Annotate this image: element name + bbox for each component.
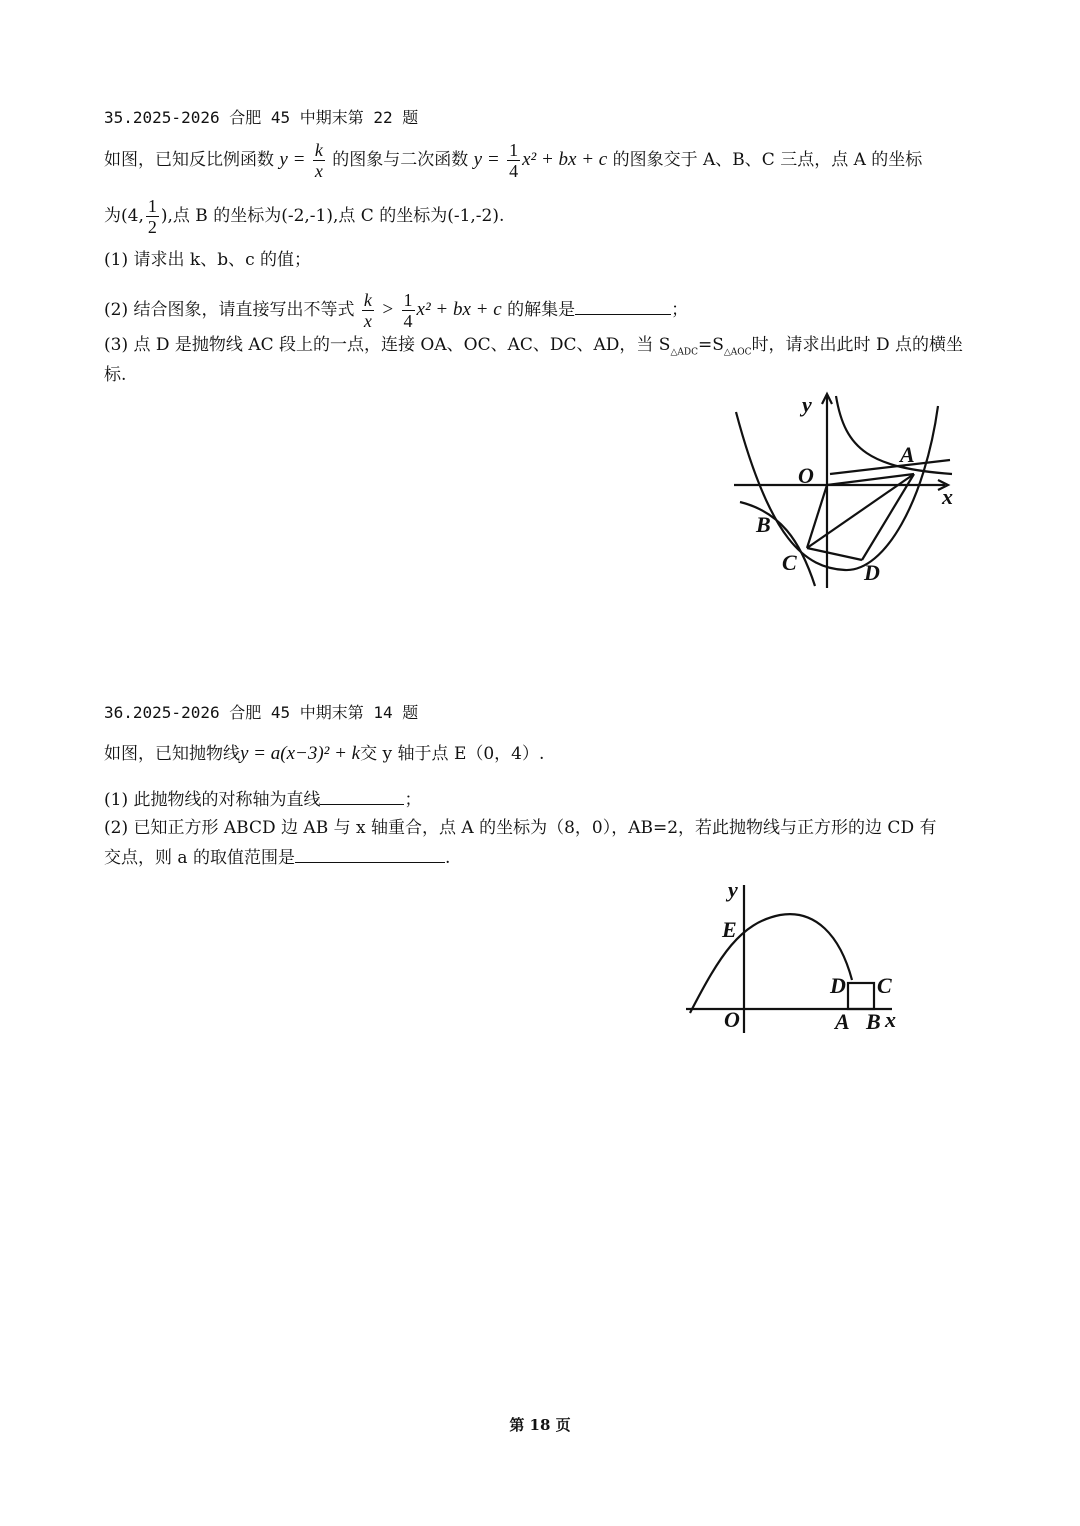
- page-number: 第 18 页: [509, 1416, 571, 1434]
- label-y: y: [728, 877, 738, 902]
- parabola: [736, 406, 938, 570]
- q35-part3: (3) 点 D 是抛物线 AC 段上的一点，连接 OA、OC、AC、DC、AD，当 $S_{\triangle ADC}=S_{\triangle AOC}$时，请求出此时 D 点的横坐: [104, 335, 963, 358]
- q35-title: 35.2025-2026 合肥 45 中期末第 22 题: [104, 108, 419, 127]
- label-a: A: [835, 1009, 850, 1034]
- q35-intro: 如图，已知反比例函数 y = $\frac{k}{x}$ 的图象与二次函数 y = $\frac{1}{4}$ x² + bx + c 的图象交于 A、B、C 三点，点 A 的坐标: [104, 140, 923, 181]
- q36-intro: 如图，已知抛物线y = a(x−3)² + k交 y 轴于点 E（0，4）.: [104, 743, 545, 764]
- answer-blank: [295, 844, 445, 863]
- q36-figure: [680, 875, 910, 1040]
- answer-blank: [575, 296, 671, 315]
- q36-part2-cont: 交点，则 a 的取值范围是 .: [104, 844, 450, 870]
- q35-part3-cont: 标.: [104, 365, 127, 385]
- label-a: A: [900, 442, 915, 467]
- q36-part2: (2) 已知正方形 ABCD 边 AB 与 x 轴重合，点 A 的坐标为（8，0），AB=2，若此抛物线与正方形的边 CD 有: [104, 818, 937, 838]
- answer-blank: [320, 786, 404, 805]
- q35-part1: (1) 请求出 k、b、c 的值；: [104, 250, 311, 270]
- square-abcd: [848, 983, 874, 1009]
- q35-point-coords: 为(4, $\frac{1}{2}$ ),点 B 的坐标为(-2,-1),点 C 的坐标为(-1,-2).: [104, 196, 505, 237]
- label-d: D: [830, 973, 846, 998]
- label-e: E: [722, 917, 737, 942]
- parabola: [690, 914, 852, 1013]
- segment-oc: [807, 485, 827, 548]
- label-b: B: [866, 1009, 881, 1034]
- label-d: D: [864, 560, 880, 585]
- label-x: x: [942, 484, 953, 509]
- label-o: O: [798, 463, 814, 488]
- label-c: C: [782, 550, 797, 575]
- q35-part2: (2) 结合图象，请直接写出不等式 $\frac{k}{x}$ > $\frac{1}{4}$ x² + bx + c 的解集是 ；: [104, 290, 689, 331]
- label-x: x: [885, 1007, 896, 1032]
- label-c: C: [877, 973, 892, 998]
- label-b: B: [756, 512, 771, 537]
- q36-title: 36.2025-2026 合肥 45 中期末第 14 题: [104, 703, 419, 722]
- q35-figure: [720, 390, 970, 600]
- label-o: O: [724, 1007, 740, 1032]
- hyperbola-branch-2: [740, 502, 815, 586]
- q36-part1: (1) 此抛物线的对称轴为直线 ；: [104, 786, 421, 812]
- segment-dc: [807, 548, 862, 560]
- label-y: y: [802, 392, 812, 417]
